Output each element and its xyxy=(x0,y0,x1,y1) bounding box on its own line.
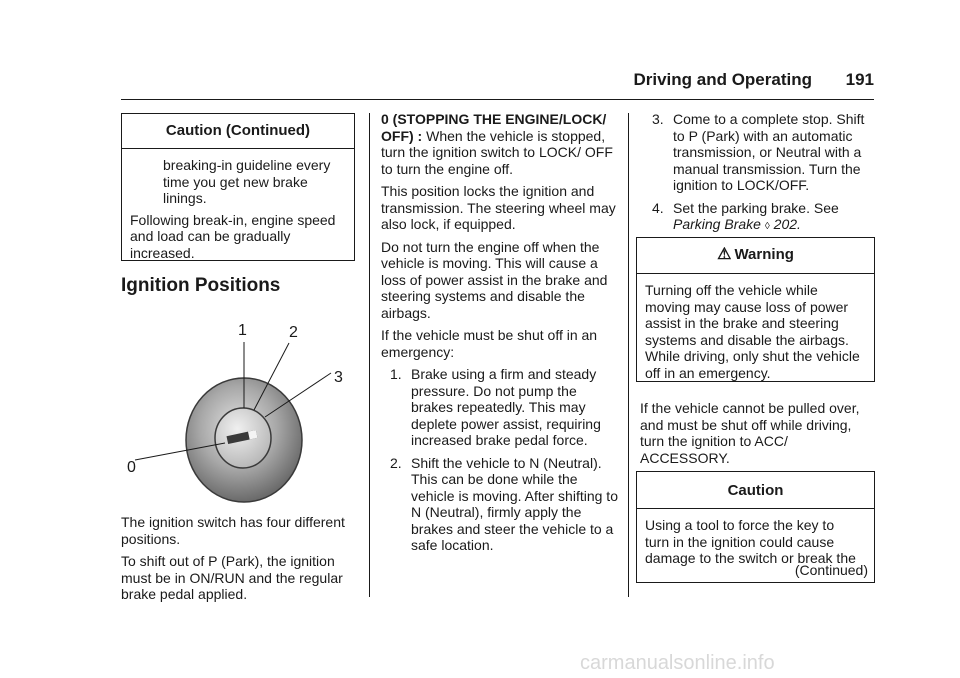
section-title: Driving and Operating xyxy=(633,70,812,89)
parking-brake-link[interactable]: Parking Brake xyxy=(673,216,761,232)
ignition-intro: The ignition switch has four different positions. xyxy=(121,514,345,547)
stopping-paragraph xyxy=(381,111,619,177)
caution-box xyxy=(636,471,875,583)
position-label-1: 1 xyxy=(238,322,247,339)
list-item-text: Set the parking brake. See xyxy=(673,199,839,216)
list-item: 4. Set the parking brake. See Parking Brake ◊ 202. xyxy=(652,199,839,232)
locks-paragraph: This position locks the ignition and transmission. The steering wheel may also lock, if equipped. xyxy=(381,183,616,232)
column-3-text xyxy=(640,111,876,242)
warning-icon: ⚠ xyxy=(717,246,732,263)
list-item-text: Shift the vehicle to N (Neutral). This can be done while the vehicle is moving. After shifting to N (Neutral), firmly apply the brakes and steer the vehicle to a safe location. xyxy=(411,454,618,553)
page-ref-arrow-icon: ◊ xyxy=(764,221,770,232)
position-label-0: 0 xyxy=(127,459,136,476)
page-header xyxy=(121,72,874,100)
list-item-number: 1. xyxy=(390,366,402,382)
caution-title: Caution xyxy=(637,472,874,509)
caution-text: Using a tool to force the key to turn in the ignition could cause damage to the switch or break the xyxy=(645,517,856,566)
list-item-text: Come to a complete stop. Shift to P (Park) with an automatic transmission, or Neutral with a manual transmission. Turn the ignition to LOCK/OFF. xyxy=(673,111,865,193)
position-label-2: 2 xyxy=(289,324,298,341)
list-item-number: 4. xyxy=(652,199,664,216)
column-divider-2 xyxy=(628,113,629,597)
warning-text: Turning off the vehicle while moving may cause loss of power assist in the brake and steering systems and disable the airbags. While driving, only shut the vehicle off in an emergency. xyxy=(645,282,860,381)
warning-box xyxy=(636,237,875,382)
emergency-intro: If the vehicle must be shut off in an emergency: xyxy=(381,327,598,360)
stopping-desc: When the vehicle is stopped, turn the ignition switch to LOCK/ OFF to turn the engine off. xyxy=(381,127,613,177)
warning-title: Warning xyxy=(734,246,794,263)
caution-continued-label: (Continued) xyxy=(794,561,868,578)
watermark: carmanualsonline.info xyxy=(580,652,775,674)
position-label-3: 3 xyxy=(334,369,343,386)
column-1-text xyxy=(121,514,359,609)
pulled-over-paragraph: If the vehicle cannot be pulled over, and must be shut off while driving, turn the ignition to ACC/ ACCESSORY. xyxy=(640,400,860,466)
engine-off-warning-text: Do not turn the engine off when the vehicle is moving. This will cause a loss of power assist in the brake and steering systems and disable the airbags. xyxy=(381,238,608,321)
caution-continued-title: Caution (Continued) xyxy=(122,114,354,149)
ignition-shift-text: To shift out of P (Park), the ignition must be in ON/RUN and the regular brake pedal applied. xyxy=(121,553,343,602)
key-slot-highlight xyxy=(248,430,257,439)
list-item xyxy=(640,111,876,194)
warning-title-bar xyxy=(637,238,874,274)
list-item xyxy=(381,366,619,449)
caution-continued-indented-text: breaking-in guideline every time you get new brake linings. xyxy=(163,157,331,206)
list-item-number: 2. xyxy=(390,454,402,471)
ignition-heading: Ignition Positions xyxy=(121,275,281,296)
caution-continued-box xyxy=(121,113,355,261)
stopping-term: 0 (STOPPING THE ENGINE/LOCK/ OFF) : xyxy=(381,111,607,144)
list-item xyxy=(381,455,619,554)
list-item-number: 3. xyxy=(652,111,664,127)
column-2-text xyxy=(381,111,619,560)
column-divider-1 xyxy=(369,113,370,597)
caution-continued-text: Following break-in, engine speed and load can be gradually increased. xyxy=(130,211,336,261)
list-item-text: Brake using a firm and steady pressure. Do not pump the brakes repeatedly. This may deplete power assist, requiring increased brake pedal force. xyxy=(411,366,601,448)
ignition-switch-figure xyxy=(121,310,361,510)
page-number: 191 xyxy=(845,70,874,89)
page-reference: 202 xyxy=(773,216,798,232)
